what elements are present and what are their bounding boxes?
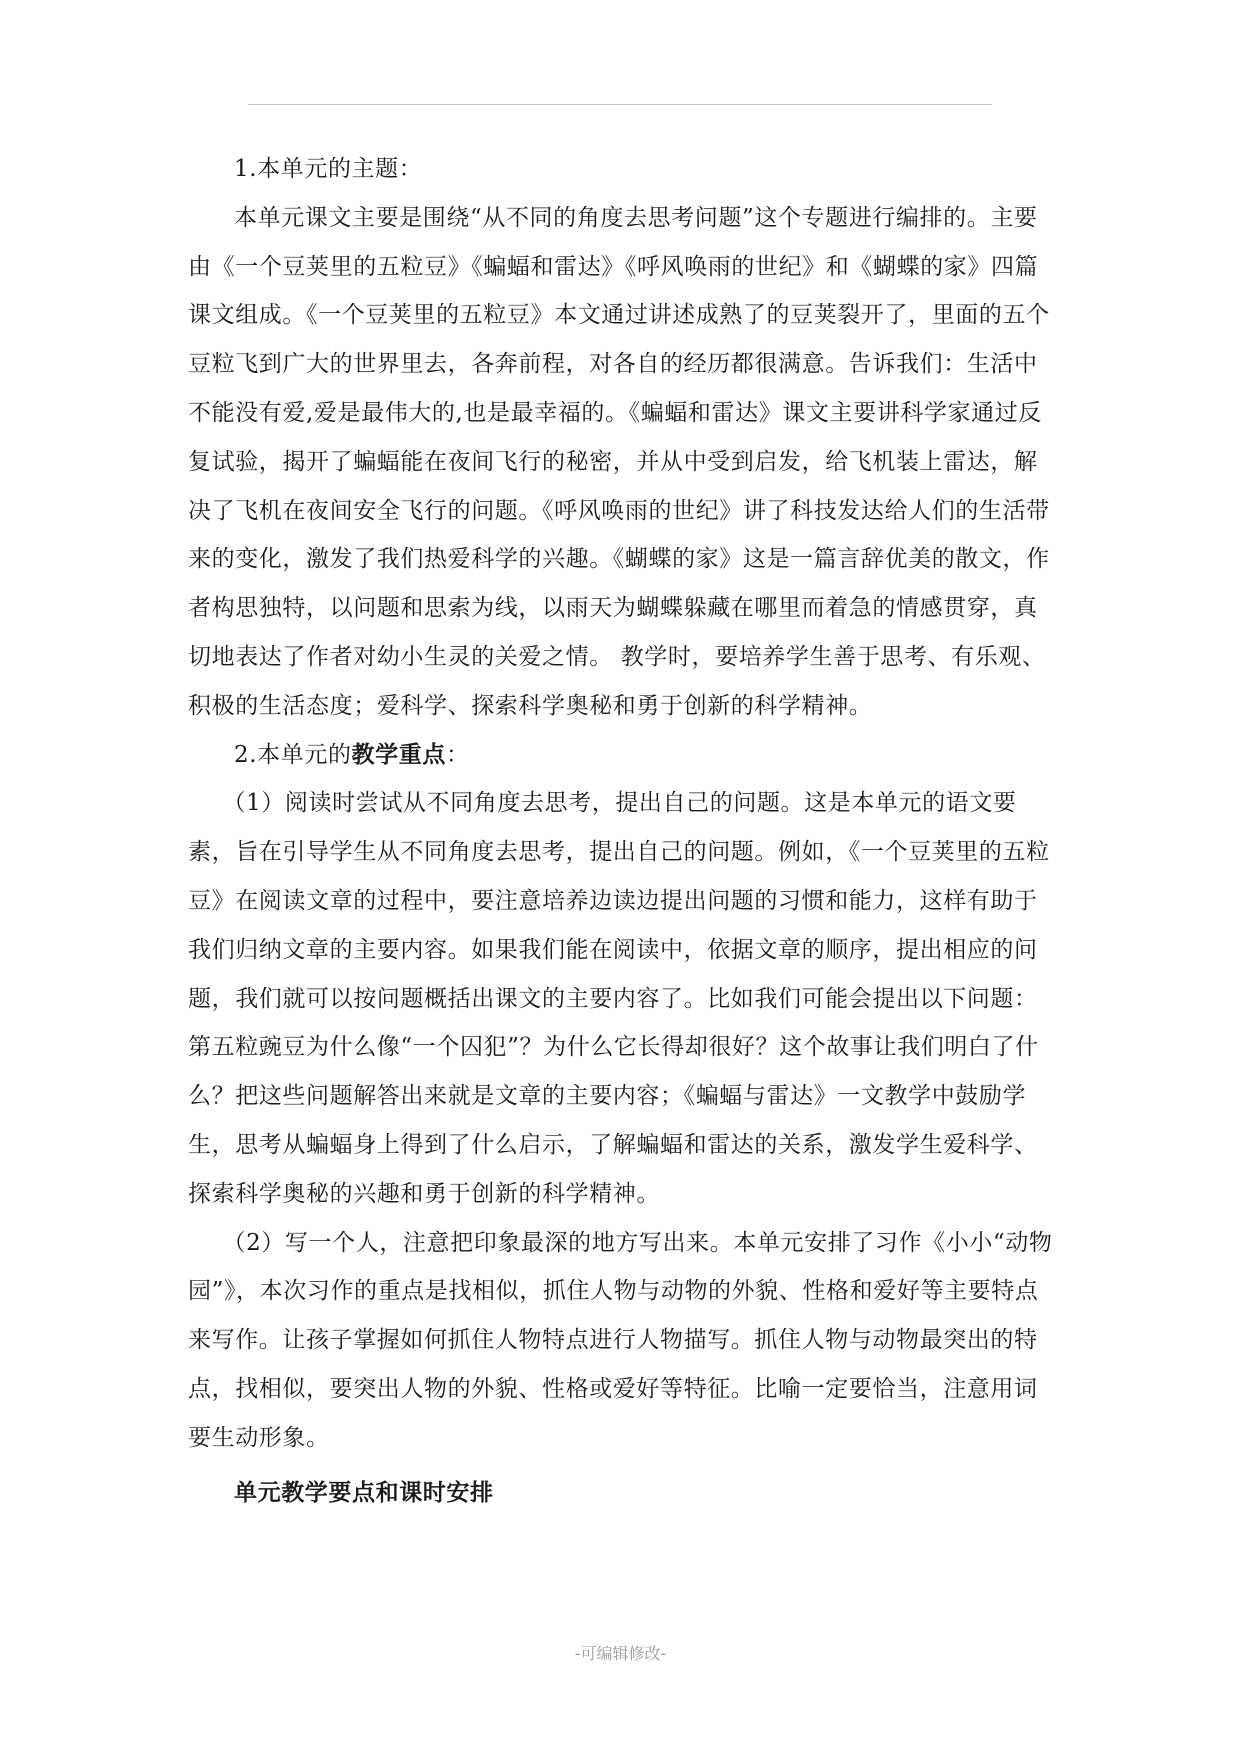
section2-heading-bold: 教学重点 [351,740,446,768]
section2-point1: （1）阅读时尝试从不同角度去思考，提出自己的问题。这是本单元的语文要素，旨在引导学生从不同角度去思考，提出自己的问题。例如，《一个豆荚里的五粒豆》在阅读文章的过程中，要注意培养边读边提出问题的习惯和能力，这样有助于我们归纳文章的主要内容。如果我们能在阅读中，依据文章的顺序，提出相应的问题，我们就可以按问题概括出课文的主要内容了。比如我们可能会提出以下问题：第五粒豌豆为什么像“一个囚犯”？为什么它长得却很好？这个故事让我们明白了什么？把这些问题解答出来就是文章的主要内容；《蝙蝠与雷达》一文教学中鼓励学生，思考从蝙蝠身上得到了什么启示，了解蝙蝠和雷达的关系，激发学生爱科学、探索科学奥秘的兴趣和勇于创新的科学精神。 [188,790,1050,1207]
section1-heading: 1.本单元的主题： [234,156,423,182]
document-body [188,145,1058,1517]
section2-point2: （2）写一个人，注意把印象最深的地方写出来。本单元安排了习作《小小“动物园”》，本次习作的重点是找相似，抓住人物与动物的外貌、性格和爱好等主要特点来写作。让孩子掌握如何抓住人物特点进行人物描写。抓住人物与动物最突出的特点，找相似，要突出人物的外貌、性格或爱好等特征。比喻一定要恰当，注意用词要生动形象。 [188,1229,1053,1451]
section2-heading-suffix: ： [445,741,470,768]
section1-paragraph: 本单元课文主要是围绕“从不同的角度去思考问题”这个专题进行编排的。主要由《一个豆荚里的五粒豆》《蝙蝠和雷达》《呼风唤雨的世纪》和《蝴蝶的家》四篇课文组成。《一个豆荚里的五粒豆》本文通过讲述成熟了的豆荚裂开了，里面的五个豆粒飞到广大的世界里去，各奔前程，对各自的经历都很满意。告诉我们：生活中不能没有爱,爱是最伟大的,也是最幸福的。《蝙蝠和雷达》课文主要讲科学家通过反复试验，揭开了蝙蝠能在夜间飞行的秘密，并从中受到启发，给飞机装上雷达，解决了飞机在夜间安全飞行的问题。《呼风唤雨的世纪》讲了科技发达给人们的生活带来的变化，激发了我们热爱科学的兴趣。《蝴蝶的家》这是一篇言辞优美的散文，作者构思独特，以问题和思索为线，以雨天为蝴蝶躲藏在哪里而着急的情感贯穿，真切地表达了作者对幼小生灵的关爱之情。 教学时，要培养学生善于思考、有乐观、积极的生活态度；爱科学、探索科学奥秘和勇于创新的科学精神。 [188,204,1050,719]
section2-heading [188,731,1058,780]
section3-heading: 单元教学要点和课时安排 [234,1478,494,1506]
page-footer: -可编辑修改- [574,1644,667,1663]
header-rule [248,104,992,105]
section2-heading-prefix: 2.本单元的 [234,741,352,768]
